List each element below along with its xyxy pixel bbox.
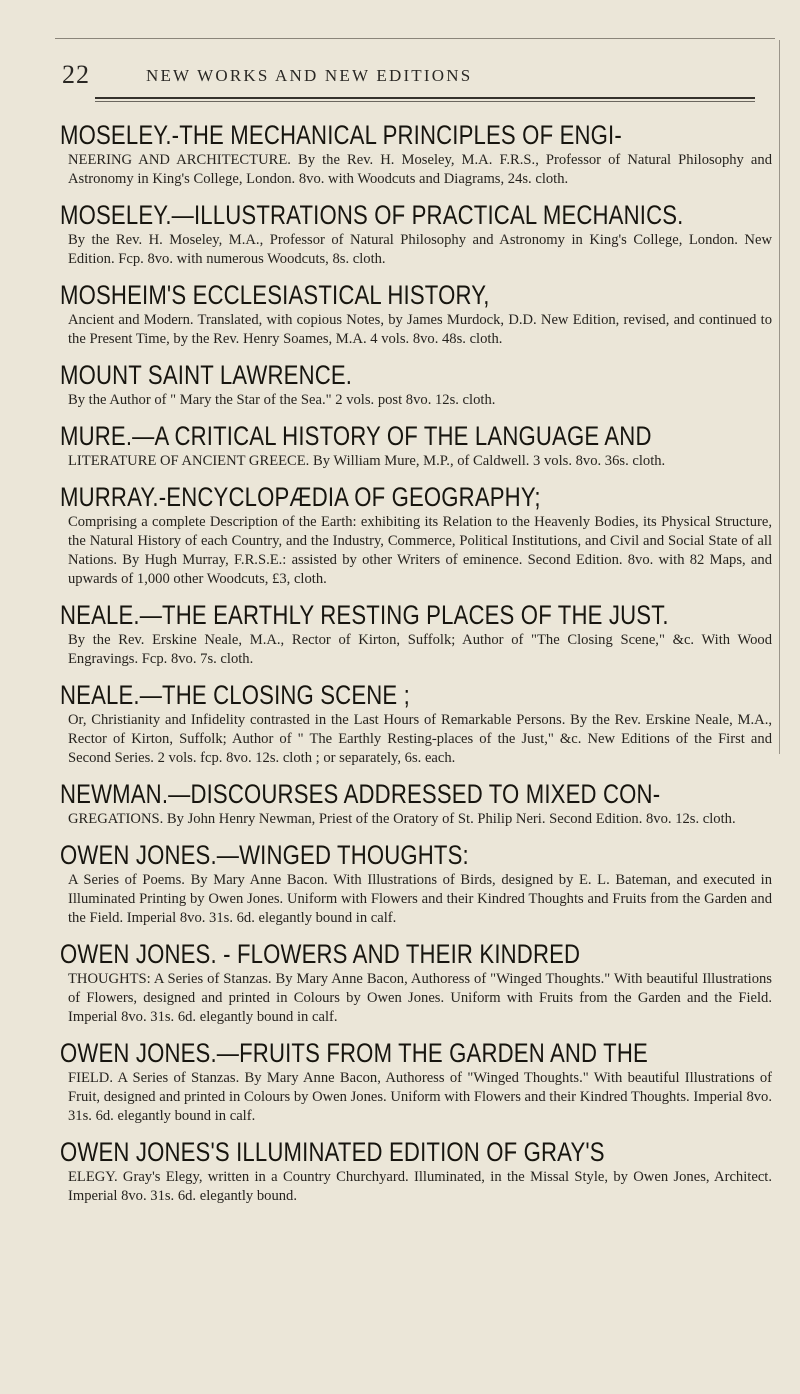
catalogue-entry: [60, 421, 772, 471]
entry-title: MOSELEY.-THE MECHANICAL PRINCIPLES OF ENGI-: [60, 120, 622, 150]
catalogue-entry: [60, 779, 772, 829]
catalogue-entry: [60, 280, 772, 349]
entry-description: By the Rev. H. Moseley, M.A., Professor of Natural Philosophy and Astronomy in King's College, London. New Edition. Fcp. 8vo. with numerous Woodcuts, 8s. cloth.: [68, 232, 772, 267]
entry-title: OWEN JONES.—WINGED THOUGHTS:: [60, 840, 469, 870]
entry-description: Or, Christianity and Infidelity contrasted in the Last Hours of Remarkable Persons. By the Rev. Erskine Neale, M.A., Rector of Kirton, Suffolk; Author of " The Earthly Resting-places of the Just," &c. New Editions of the First and Second Series. 2 vols. fcp. 8vo. 12s. cloth ; or separately, 6s. each.: [68, 712, 772, 766]
entry-description: By the Rev. Erskine Neale, M.A., Rector of Kirton, Suffolk; Author of "The Closing Scene," &c. With Wood Engravings. Fcp. 8vo. 7s. cloth.: [68, 632, 772, 667]
catalogue-entry: [60, 1038, 772, 1126]
entry-description: Comprising a complete Description of the Earth: exhibiting its Relation to the Heavenly Bodies, its Physical Structure, the Natural History of each Country, and the Industry, Commerce, Political Institutions, and Civil and Social State of all Nations. By Hugh Murray, F.R.S.E.: assisted by other Writers of eminence. Second Edition. 8vo. with 82 Maps, and upwards of 1,000 other Woodcuts, £3, cloth.: [68, 514, 772, 587]
entry-description: Ancient and Modern. Translated, with copious Notes, by James Murdock, D.D. New Edition, revised, and continued to the Present Time, by the Rev. Henry Soames, M.A. 4 vols. 8vo. 48s. cloth.: [68, 312, 772, 347]
running-head: NEW WORKS AND NEW EDITIONS: [146, 66, 473, 85]
page-number: 22: [62, 60, 90, 89]
catalogue-entry: [60, 600, 772, 669]
header-rule: [95, 97, 755, 99]
entry-title: OWEN JONES.—FRUITS FROM THE GARDEN AND THE: [60, 1038, 648, 1068]
entry-description: LITERATURE OF ANCIENT GREECE. By William Mure, M.P., of Caldwell. 3 vols. 8vo. 36s. cloth.: [68, 453, 666, 469]
catalogue-entry: [60, 939, 772, 1027]
entry-description: FIELD. A Series of Stanzas. By Mary Anne Bacon, Authoress of "Winged Thoughts." With beautiful Illustrations of Fruit, designed and printed in Colours by Owen Jones. Uniform with Flowers and their Kindred Thoughts. Imperial 8vo. 31s. 6d. elegantly bound in calf.: [68, 1070, 772, 1124]
catalogue-entry: [60, 1137, 772, 1206]
catalogue-entry: [60, 360, 772, 410]
page-edge-line-right: [779, 40, 780, 754]
header-rule-thin: [95, 101, 755, 102]
entry-title: NEWMAN.—DISCOURSES ADDRESSED TO MIXED CON-: [60, 779, 661, 809]
catalogue-entry: [60, 200, 772, 269]
entry-title: MURRAY.-ENCYCLOPÆDIA OF GEOGRAPHY;: [60, 482, 541, 512]
entry-title: MOUNT SAINT LAWRENCE.: [60, 360, 353, 390]
entry-title: OWEN JONES. - FLOWERS AND THEIR KINDRED: [60, 939, 581, 969]
entry-description: By the Author of " Mary the Star of the Sea." 2 vols. post 8vo. 12s. cloth.: [68, 392, 496, 408]
entry-title: NEALE.—THE CLOSING SCENE ;: [60, 680, 410, 710]
catalogue-entry: [60, 482, 772, 589]
entry-description: ELEGY. Gray's Elegy, written in a Country Churchyard. Illuminated, in the Missal Style, by Owen Jones, Architect. Imperial 8vo. 31s. 6d. elegantly bound.: [68, 1169, 772, 1204]
entry-description: NEERING AND ARCHITECTURE. By the Rev. H. Moseley, M.A. F.R.S., Professor of Natural Philosophy and Astronomy in King's College, London. 8vo. with Woodcuts and Diagrams, 24s. cloth.: [68, 152, 772, 187]
catalogue-entry: [60, 680, 772, 768]
entry-title: NEALE.—THE EARTHLY RESTING PLACES OF THE JUST.: [60, 600, 669, 630]
entry-title: MOSELEY.—ILLUSTRATIONS OF PRACTICAL MECHANICS.: [60, 200, 684, 230]
entry-description: A Series of Poems. By Mary Anne Bacon. With Illustrations of Birds, designed by E. L. Bateman, and executed in Illuminated Printing by Owen Jones. Uniform with Flowers and their Kindred Thoughts and Fruits from the Garden and the Field. Imperial 8vo. 31s. 6d. elegantly bound in calf.: [68, 872, 772, 926]
page-header: [62, 60, 762, 96]
entry-description: GREGATIONS. By John Henry Newman, Priest of the Oratory of St. Philip Neri. Second Edition. 8vo. 12s. cloth.: [68, 811, 736, 827]
page-edge-line: [55, 38, 775, 39]
catalogue-entry: [60, 840, 772, 928]
entry-title: MURE.—A CRITICAL HISTORY OF THE LANGUAGE AND: [60, 421, 652, 451]
catalogue-entry: [60, 120, 772, 189]
entry-title: OWEN JONES'S ILLUMINATED EDITION OF GRAY'S: [60, 1137, 605, 1167]
entry-description: THOUGHTS: A Series of Stanzas. By Mary Anne Bacon, Authoress of "Winged Thoughts." With beautiful Illustrations of Flowers, designed and printed in Colours by Owen Jones. Uniform with Fruits from the Garden and the Field. Imperial 8vo. 31s. 6d. elegantly bound in calf.: [68, 971, 772, 1025]
entry-title: MOSHEIM'S ECCLESIASTICAL HISTORY,: [60, 280, 490, 310]
catalogue-entries: [60, 120, 772, 1217]
